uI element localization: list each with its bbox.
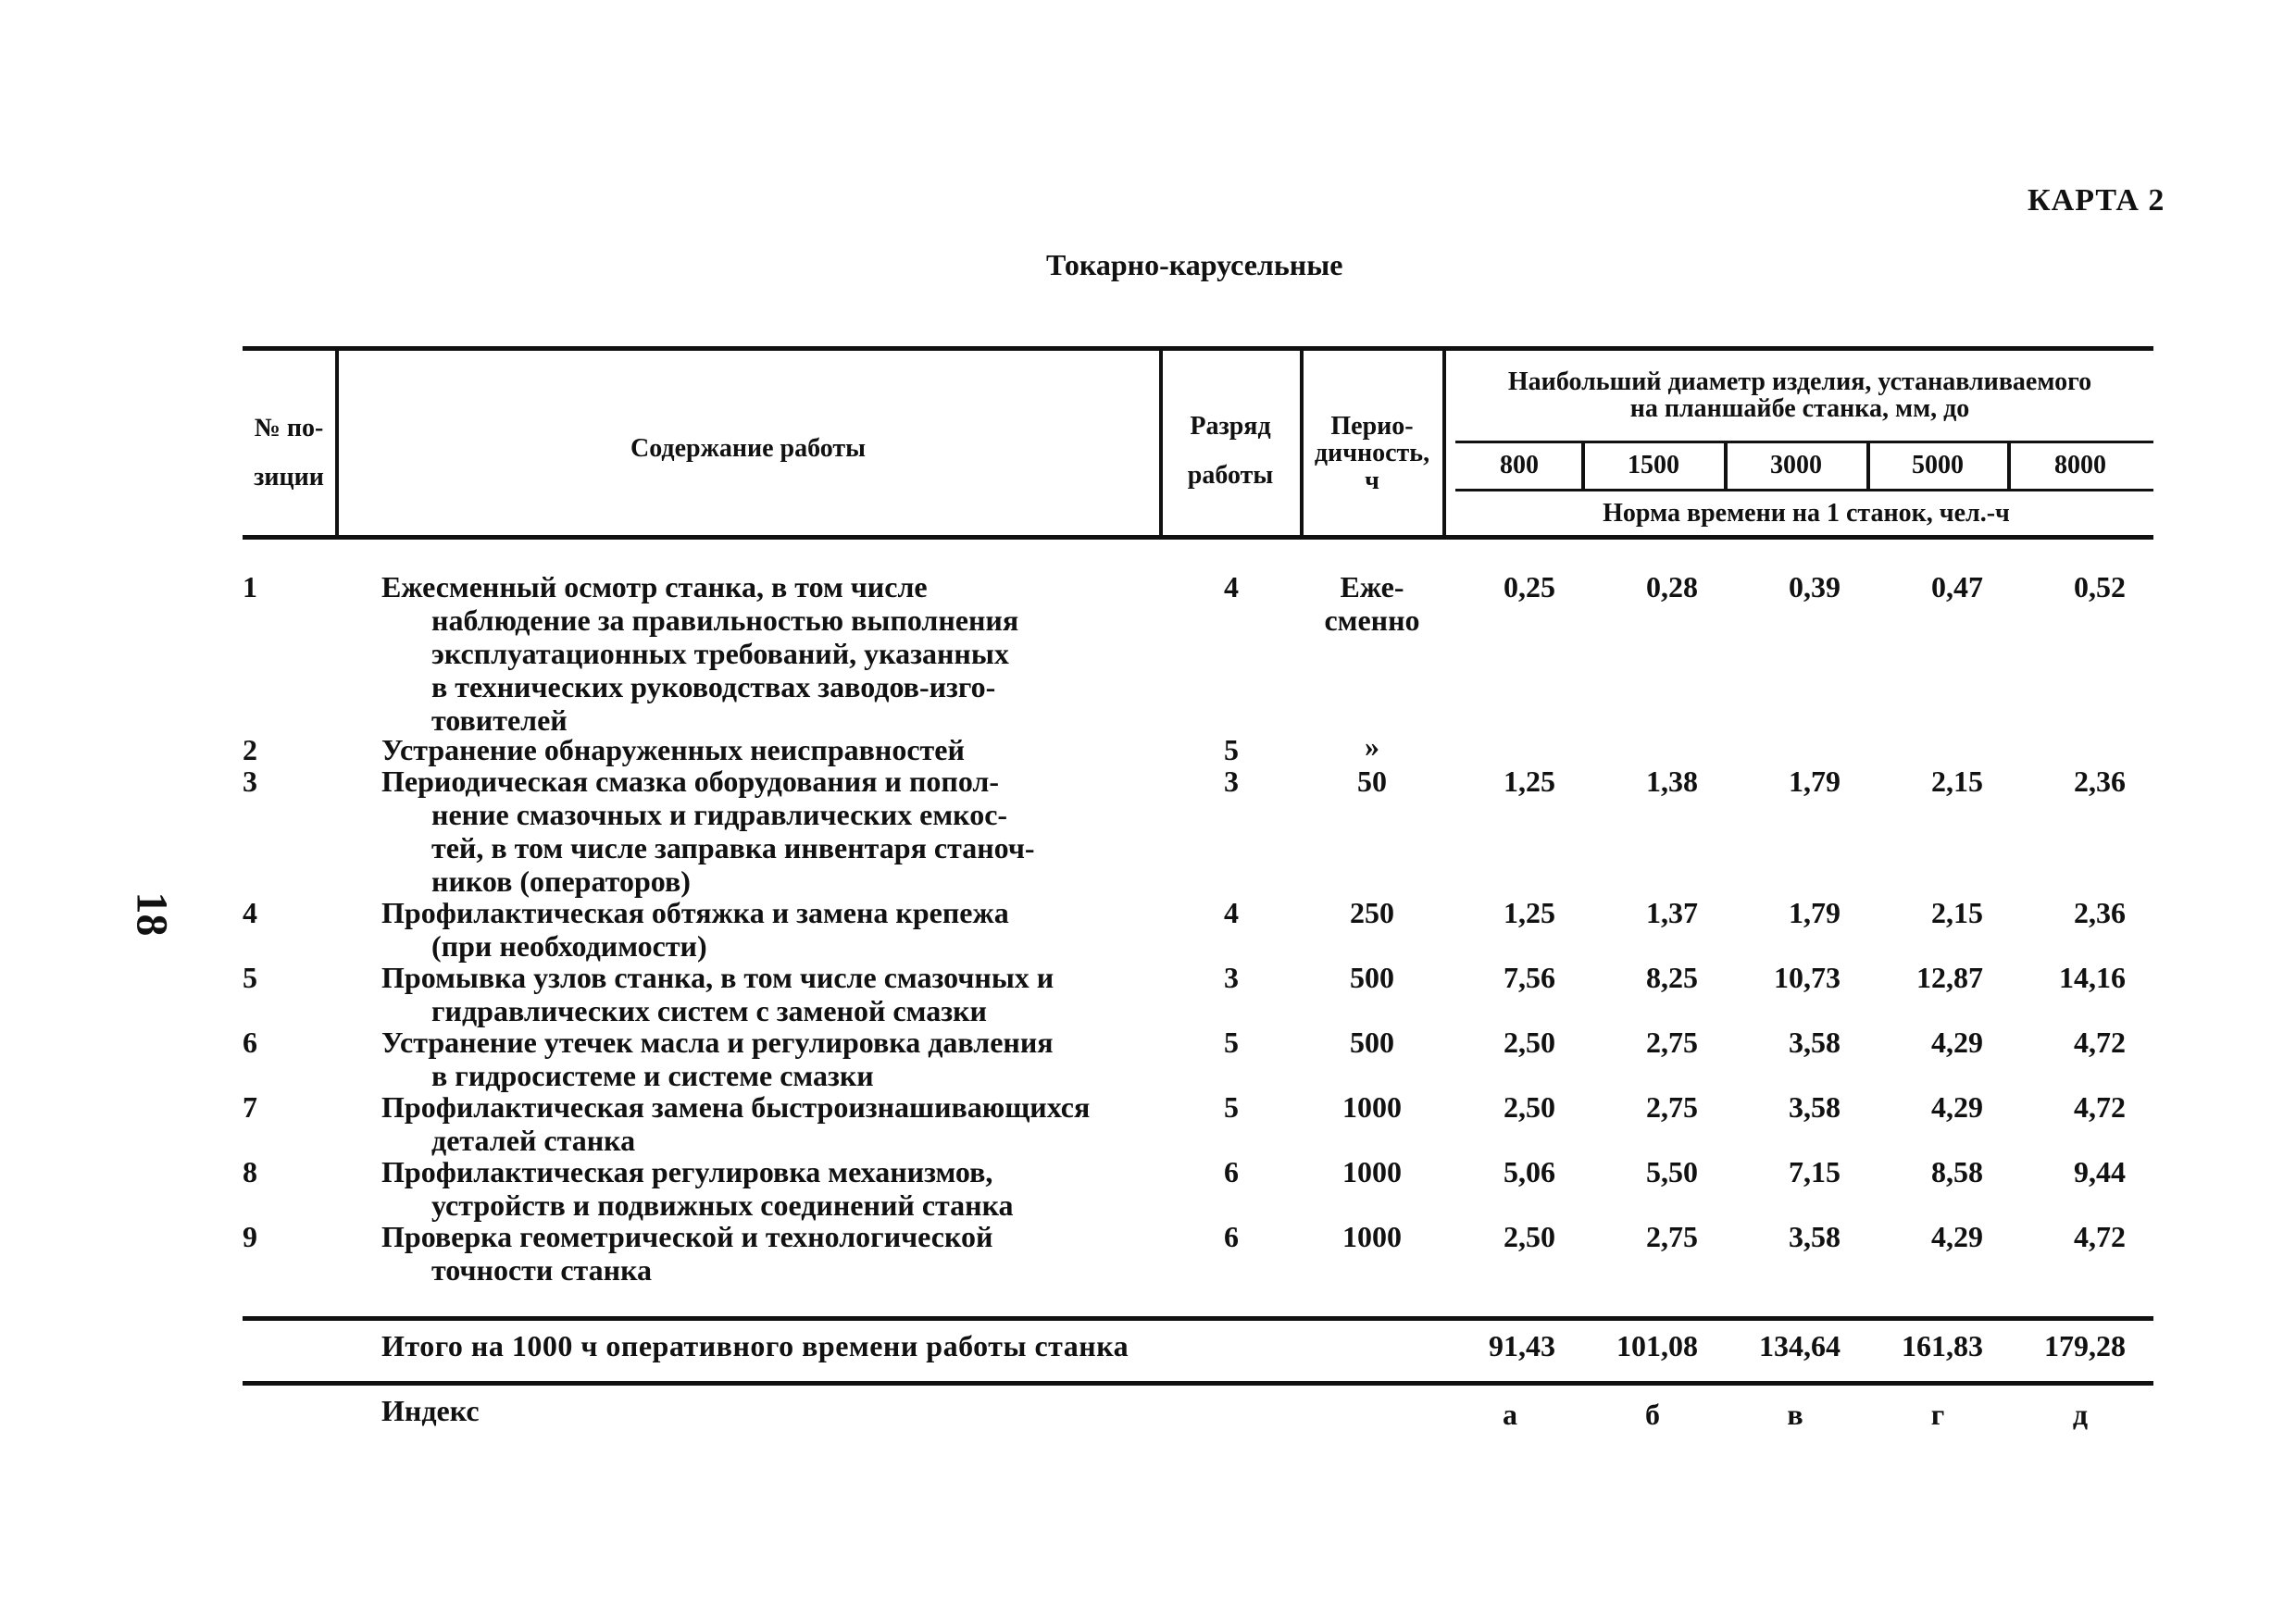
total-value-8000: 179,28 (2044, 1329, 2126, 1362)
card-label: КАРТА 2 (2028, 183, 2165, 218)
row-value-8000: 2,36 (2074, 765, 2126, 798)
index-value-5000: г (1930, 1398, 1945, 1431)
row-content-line: эксплуатационных требований, указанных (431, 637, 1009, 670)
row-content-line: устройств и подвижных соединений станка (431, 1188, 1014, 1222)
index-value-3000: в (1787, 1398, 1803, 1431)
row-value-3000: 0,39 (1789, 570, 1841, 603)
row-value-5000: 8,58 (1931, 1155, 1983, 1188)
row-value-1500: 1,38 (1646, 765, 1698, 798)
row-content-line: Промывка узлов станка, в том числе смазочных и (381, 961, 1054, 994)
row-period-line1: 1000 (1342, 1155, 1402, 1188)
row-content-line: Профилактическая обтяжка и замена крепежа (381, 896, 1009, 929)
total-bottom-rule (243, 1381, 2153, 1386)
row-content-line: (при необходимости) (431, 929, 707, 963)
row-value-3000: 10,73 (1774, 961, 1841, 994)
header-content-col: Содержание работы (630, 434, 867, 463)
row-value-8000: 4,72 (2074, 1220, 2126, 1253)
row-content-line: Проверка геометрической и технологической (381, 1220, 993, 1253)
index-label: Индекс (381, 1394, 480, 1427)
header-diameter-1500: 1500 (1628, 451, 1679, 479)
row-period-line1: Еже- (1340, 570, 1404, 603)
row-grade: 3 (1224, 765, 1239, 798)
row-period-line2: сменно (1324, 603, 1420, 637)
row-value-5000: 12,87 (1916, 961, 1983, 994)
row-value-800: 7,56 (1504, 961, 1555, 994)
row-value-3000: 3,58 (1789, 1220, 1841, 1253)
row-value-1500: 0,28 (1646, 570, 1698, 603)
row-position: 4 (243, 896, 257, 929)
header-grade-line1: Разряд (1190, 412, 1271, 441)
norm-rule (1455, 489, 2153, 491)
header-position-line2: зиции (254, 463, 324, 492)
diameter-rule (1455, 441, 2153, 443)
row-position: 6 (243, 1026, 257, 1059)
row-period-line1: 500 (1350, 961, 1394, 994)
index-value-800: а (1503, 1398, 1517, 1431)
row-value-3000: 3,58 (1789, 1026, 1841, 1059)
row-position: 5 (243, 961, 257, 994)
header-diameter-800: 800 (1500, 451, 1539, 479)
total-value-1500: 101,08 (1616, 1329, 1698, 1362)
index-value-1500: б (1645, 1398, 1660, 1431)
header-diameter-line1: Наибольший диаметр изделия, устанавливаемого (1507, 367, 2092, 396)
row-value-1500: 2,75 (1646, 1026, 1698, 1059)
page-title: Токарно-карусельные (1046, 248, 1343, 281)
row-content-line: Профилактическая регулировка механизмов, (381, 1155, 993, 1188)
row-content (381, 765, 1159, 898)
row-content (381, 961, 1159, 1027)
row-grade: 6 (1224, 1220, 1239, 1253)
row-period-line1: 1000 (1342, 1220, 1402, 1253)
row-position: 8 (243, 1155, 257, 1188)
header-period-line3: ч (1365, 466, 1379, 495)
header-diameter-line2: на планшайбе станка, мм, до (1629, 394, 1970, 424)
row-value-8000: 0,52 (2074, 570, 2126, 603)
row-value-5000: 4,29 (1931, 1026, 1983, 1059)
header-diameter-5000: 5000 (1912, 451, 1964, 479)
header-diameter-8000: 8000 (2054, 451, 2106, 479)
total-label: Итого на 1000 ч оперативного времени работы станка (381, 1329, 1129, 1362)
row-grade: 6 (1224, 1155, 1239, 1188)
header-period-line2: дичность, (1314, 439, 1430, 468)
row-value-8000: 4,72 (2074, 1090, 2126, 1124)
row-content (381, 1220, 1159, 1287)
row-value-1500: 8,25 (1646, 961, 1698, 994)
row-content-line: Профилактическая замена быстроизнашивающихся (381, 1090, 1091, 1124)
row-grade: 3 (1224, 961, 1239, 994)
row-value-3000: 1,79 (1789, 765, 1841, 798)
row-content-line: товителей (431, 703, 568, 737)
row-grade: 5 (1224, 1090, 1239, 1124)
row-period (1304, 961, 1441, 994)
row-period-line1: 500 (1350, 1026, 1394, 1059)
row-value-800: 0,25 (1504, 570, 1555, 603)
row-value-800: 2,50 (1504, 1026, 1555, 1059)
table-top-rule (243, 346, 2153, 351)
header-grade-line2: работы (1187, 461, 1274, 491)
row-grade: 5 (1224, 1026, 1239, 1059)
header-diameter-title (1446, 368, 2153, 423)
row-position: 1 (243, 570, 257, 603)
row-period-line1: 250 (1350, 896, 1394, 929)
row-content-line: гидравлических систем с заменой смазки (431, 994, 987, 1027)
row-grade: 5 (1224, 733, 1239, 766)
row-content-line: Периодическая смазка оборудования и попол- (381, 765, 1000, 798)
row-position: 7 (243, 1090, 257, 1124)
row-value-800: 1,25 (1504, 765, 1555, 798)
row-value-1500: 1,37 (1646, 896, 1698, 929)
row-value-5000: 4,29 (1931, 1220, 1983, 1253)
row-content (381, 1090, 1159, 1157)
row-content-line: нение смазочных и гидравлических емкос- (431, 798, 1008, 831)
row-period (1304, 1026, 1441, 1059)
row-position: 2 (243, 733, 257, 766)
total-value-800: 91,43 (1489, 1329, 1555, 1362)
row-value-5000: 0,47 (1931, 570, 1983, 603)
row-content-line: в гидросистеме и системе смазки (431, 1059, 874, 1092)
row-value-5000: 2,15 (1931, 765, 1983, 798)
row-grade: 4 (1224, 896, 1239, 929)
row-value-8000: 2,36 (2074, 896, 2126, 929)
total-value-5000: 161,83 (1902, 1329, 1983, 1362)
header-position-col (244, 415, 333, 491)
row-period-line1: » (1365, 729, 1379, 763)
row-value-5000: 4,29 (1931, 1090, 1983, 1124)
header-norm: Норма времени на 1 станок, чел.-ч (1603, 499, 2010, 528)
row-value-8000: 14,16 (2059, 961, 2126, 994)
row-content (381, 1026, 1159, 1092)
row-period-line1: 1000 (1342, 1090, 1402, 1124)
header-grade-col (1163, 413, 1298, 490)
row-content-line: тей, в том числе заправка инвентаря станоч- (431, 831, 1035, 864)
header-period-col (1304, 413, 1441, 494)
index-value-8000: д (2072, 1398, 2089, 1431)
row-value-3000: 1,79 (1789, 896, 1841, 929)
row-period (1304, 1155, 1441, 1188)
row-period (1304, 765, 1441, 798)
row-value-3000: 7,15 (1789, 1155, 1841, 1188)
row-content (381, 896, 1159, 963)
row-grade: 4 (1224, 570, 1239, 603)
row-content-line: в технических руководствах заводов-изго- (431, 670, 996, 703)
row-content-line: Ежесменный осмотр станка, в том числе (381, 570, 928, 603)
row-content-line: Устранение утечек масла и регулировка давления (381, 1026, 1054, 1059)
row-period (1304, 896, 1441, 929)
header-bottom-rule (243, 535, 2153, 540)
row-period (1304, 1220, 1441, 1253)
row-value-1500: 2,75 (1646, 1220, 1698, 1253)
row-value-800: 2,50 (1504, 1090, 1555, 1124)
row-value-8000: 4,72 (2074, 1026, 2126, 1059)
row-content-line: Устранение обнаруженных неисправностей (381, 733, 965, 766)
row-position: 3 (243, 765, 257, 798)
header-period-line1: Перио- (1330, 412, 1414, 441)
row-period (1304, 570, 1441, 637)
row-period (1304, 729, 1441, 763)
total-value-3000: 134,64 (1759, 1329, 1841, 1362)
row-value-800: 2,50 (1504, 1220, 1555, 1253)
total-top-rule (243, 1316, 2153, 1321)
row-value-3000: 3,58 (1789, 1090, 1841, 1124)
row-content-line: ников (операторов) (431, 864, 691, 898)
row-value-800: 1,25 (1504, 896, 1555, 929)
row-period (1304, 1090, 1441, 1124)
row-content (381, 1155, 1159, 1222)
row-content-line: точности станка (431, 1253, 653, 1287)
header-position-line1: № по- (254, 414, 324, 442)
header-diameter-3000: 3000 (1770, 451, 1822, 479)
row-content (381, 733, 1159, 766)
row-value-1500: 2,75 (1646, 1090, 1698, 1124)
row-value-8000: 9,44 (2074, 1155, 2126, 1188)
row-period-line1: 50 (1357, 765, 1387, 798)
row-content-line: деталей станка (431, 1124, 636, 1157)
row-value-1500: 5,50 (1646, 1155, 1698, 1188)
row-value-5000: 2,15 (1931, 896, 1983, 929)
row-position: 9 (243, 1220, 257, 1253)
row-value-800: 5,06 (1504, 1155, 1555, 1188)
row-content-line: наблюдение за правильностью выполнения (431, 603, 1019, 637)
row-content (381, 570, 1159, 737)
page-number: 18 (127, 891, 177, 937)
